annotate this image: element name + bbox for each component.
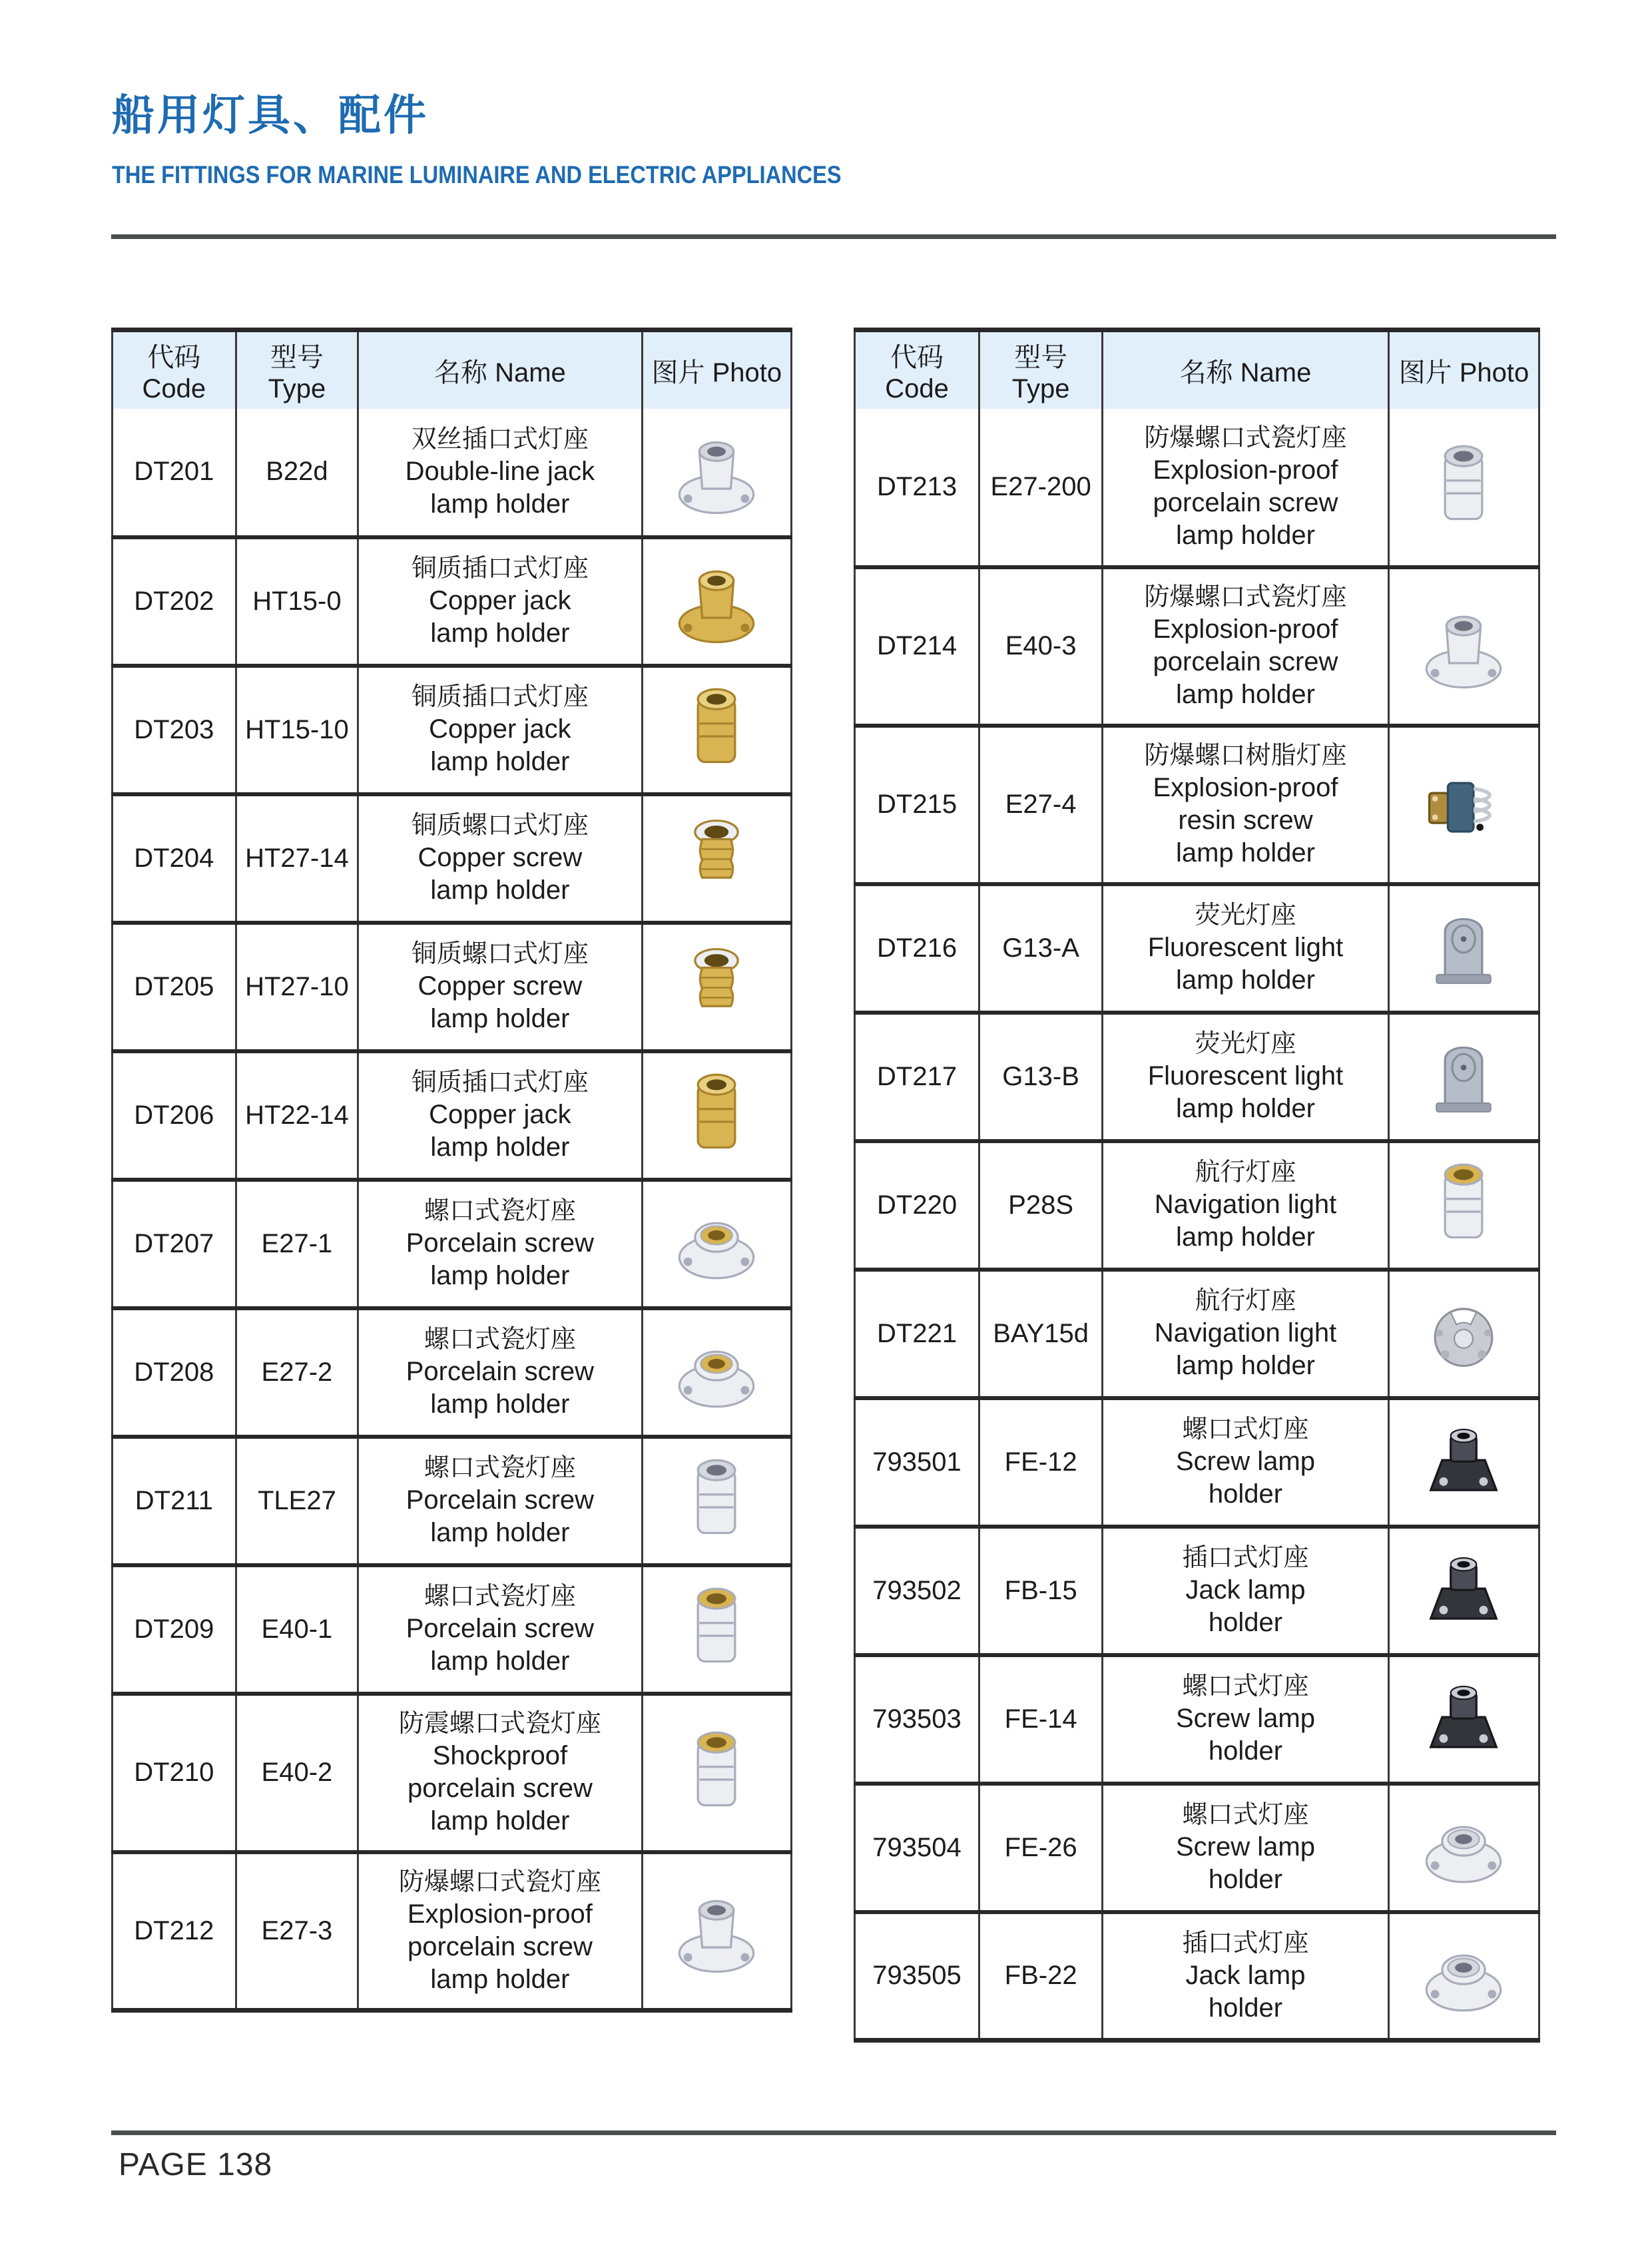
photo-cell <box>642 1180 791 1308</box>
product-photo-icon <box>667 548 766 648</box>
name-cell <box>1103 1784 1389 1912</box>
type-cell: HT27-10 <box>236 923 358 1051</box>
name-chinese: 螺口式瓷灯座 <box>423 1326 576 1354</box>
name-english: Navigation light lamp holder <box>1154 1190 1337 1252</box>
name-english: Porcelain screw lamp holder <box>406 1485 595 1547</box>
photo-cell <box>642 1852 791 2011</box>
name-cell <box>1103 1655 1389 1784</box>
code-cell: 793505 <box>855 1912 979 2041</box>
photo-cell <box>642 1308 791 1437</box>
photo-cell <box>1388 1141 1539 1270</box>
name-chinese: 螺口式灯座 <box>1182 1415 1309 1443</box>
photo-cell <box>1388 884 1539 1013</box>
name-chinese: 铜质插口式灯座 <box>411 1069 589 1097</box>
photo-cell <box>642 794 791 923</box>
product-photo-icon <box>1414 1537 1514 1637</box>
code-cell: DT207 <box>113 1180 236 1308</box>
name-cell <box>1103 409 1389 567</box>
photo-cell <box>1388 1527 1539 1655</box>
name-chinese: 铜质插口式灯座 <box>411 555 589 583</box>
name-chinese: 螺口式灯座 <box>1182 1672 1309 1700</box>
code-cell: DT201 <box>113 409 236 537</box>
column-header-code: 代码 Code <box>855 330 979 409</box>
name-english: Screw lamp holder <box>1176 1447 1315 1509</box>
name-cell <box>358 923 642 1051</box>
table-row <box>855 1398 1539 1527</box>
type-cell: P28S <box>979 1141 1103 1270</box>
name-english: Explosion-proof resin screw lamp holder <box>1153 773 1338 868</box>
photo-cell <box>1388 409 1539 567</box>
name-chinese: 双丝插口式灯座 <box>411 425 589 453</box>
column-header-photo: 图片 Photo <box>642 330 791 409</box>
type-cell: TLE27 <box>236 1437 358 1565</box>
name-cell <box>358 1051 642 1180</box>
page-number: PAGE 138 <box>119 2147 273 2182</box>
name-chinese: 防爆螺口式瓷灯座 <box>1144 583 1347 611</box>
name-chinese: 防震螺口式瓷灯座 <box>398 1710 601 1738</box>
table-row <box>855 884 1539 1013</box>
column-header-photo: 图片 Photo <box>1388 330 1539 409</box>
code-cell: DT206 <box>113 1051 236 1180</box>
photo-cell <box>1388 1398 1539 1527</box>
product-photo-icon <box>667 419 766 519</box>
name-chinese: 防爆螺口式瓷灯座 <box>1144 423 1347 452</box>
name-english: Porcelain screw lamp holder <box>406 1228 595 1290</box>
name-cell <box>1103 1398 1389 1527</box>
name-english: Copper screw lamp holder <box>417 843 583 905</box>
product-photo-icon <box>667 805 766 905</box>
type-cell: E40-1 <box>236 1565 358 1694</box>
name-chinese: 铜质螺口式灯座 <box>411 812 589 840</box>
name-cell <box>358 666 642 794</box>
table-row <box>113 409 792 537</box>
type-cell: HT15-10 <box>236 666 358 794</box>
name-cell <box>1103 726 1389 884</box>
code-cell: DT205 <box>113 923 236 1051</box>
name-english: Copper jack lamp holder <box>429 586 571 648</box>
table-row <box>855 1912 1539 2041</box>
type-cell: G13-A <box>979 884 1103 1013</box>
name-english: Explosion-proof porcelain screw lamp holder <box>407 1899 593 1994</box>
photo-cell <box>1388 1270 1539 1398</box>
photo-cell <box>1388 1655 1539 1784</box>
name-chinese: 螺口式灯座 <box>1182 1801 1309 1829</box>
table-row <box>855 1527 1539 1655</box>
name-chinese: 航行灯座 <box>1195 1158 1296 1186</box>
name-cell <box>358 409 642 537</box>
name-english: Screw lamp holder <box>1176 1704 1315 1766</box>
table-row <box>113 1180 792 1308</box>
type-cell: E40-2 <box>236 1694 358 1852</box>
table-row <box>113 1565 792 1694</box>
name-english: Copper jack lamp holder <box>429 1100 571 1162</box>
photo-cell <box>1388 567 1539 726</box>
product-photo-icon <box>1414 752 1514 852</box>
product-table-left <box>111 328 792 2013</box>
name-chinese: 防爆螺口式瓷灯座 <box>398 1868 601 1896</box>
name-english: Explosion-proof porcelain screw lamp holder <box>1153 455 1338 550</box>
name-english: Porcelain screw lamp holder <box>406 1614 595 1676</box>
product-photo-icon <box>667 1319 766 1419</box>
product-photo-icon <box>667 1877 766 1977</box>
table-row <box>855 1013 1539 1141</box>
name-chinese: 荧光灯座 <box>1195 901 1296 929</box>
photo-cell <box>642 1565 791 1694</box>
table-row <box>113 666 792 794</box>
table-row <box>113 923 792 1051</box>
code-cell: DT215 <box>855 726 979 884</box>
column-header-type: 型号 Type <box>236 330 358 409</box>
name-chinese: 荧光灯座 <box>1195 1030 1296 1058</box>
name-cell <box>358 537 642 666</box>
type-cell: E27-200 <box>979 409 1103 567</box>
product-table-right <box>854 328 1540 2043</box>
name-cell <box>358 1852 642 2011</box>
type-cell: E40-3 <box>979 567 1103 726</box>
name-chinese: 铜质螺口式灯座 <box>411 940 589 968</box>
type-cell: BAY15d <box>979 1270 1103 1398</box>
code-cell: 793504 <box>855 1784 979 1912</box>
name-cell <box>358 794 642 923</box>
name-cell <box>1103 1527 1389 1655</box>
code-cell: DT203 <box>113 666 236 794</box>
name-cell <box>1103 567 1389 726</box>
type-cell: HT27-14 <box>236 794 358 923</box>
product-photo-icon <box>667 676 766 776</box>
product-photo-icon <box>667 933 766 1033</box>
photo-cell <box>642 1694 791 1852</box>
product-photo-icon <box>667 1062 766 1162</box>
table-row <box>113 1308 792 1437</box>
product-photo-icon <box>667 1190 766 1290</box>
code-cell: DT208 <box>113 1308 236 1437</box>
name-cell <box>1103 884 1389 1013</box>
name-english: Fluorescent light lamp holder <box>1147 933 1344 995</box>
type-cell: E27-3 <box>236 1852 358 2011</box>
table-row <box>113 1852 792 2011</box>
product-photo-icon <box>1414 1152 1514 1252</box>
name-cell <box>1103 1013 1389 1141</box>
type-cell: E27-2 <box>236 1308 358 1437</box>
product-photo-icon <box>667 1720 766 1820</box>
table-row <box>855 1270 1539 1398</box>
code-cell: DT202 <box>113 537 236 666</box>
photo-cell <box>642 1437 791 1565</box>
table-row <box>855 1784 1539 1912</box>
page-subtitle: THE FITTINGS FOR MARINE LUMINAIRE AND ELECTRIC APPLIANCES <box>112 161 842 188</box>
column-header-code: 代码 Code <box>113 330 236 409</box>
name-cell <box>1103 1912 1389 2041</box>
product-photo-icon <box>1414 1409 1514 1509</box>
code-cell: DT214 <box>855 567 979 726</box>
code-cell: DT213 <box>855 409 979 567</box>
table-row <box>113 537 792 666</box>
code-cell: DT212 <box>113 1852 236 2011</box>
code-cell: DT221 <box>855 1270 979 1398</box>
name-english: Jack lamp holder <box>1185 1575 1306 1637</box>
table-row <box>855 726 1539 884</box>
code-cell: DT210 <box>113 1694 236 1852</box>
type-cell: FB-22 <box>979 1912 1103 2041</box>
table-row <box>113 1694 792 1852</box>
product-photo-icon <box>1414 895 1514 995</box>
column-header-name: 名称 Name <box>1103 330 1389 409</box>
table-header-row <box>855 330 1539 409</box>
type-cell: B22d <box>236 409 358 537</box>
photo-cell <box>642 409 791 537</box>
header-divider <box>111 234 1556 239</box>
name-english: Screw lamp holder <box>1176 1832 1315 1894</box>
name-cell <box>358 1437 642 1565</box>
photo-cell <box>642 666 791 794</box>
code-cell: 793501 <box>855 1398 979 1527</box>
name-cell <box>358 1694 642 1852</box>
name-english: Explosion-proof porcelain screw lamp holder <box>1153 615 1338 709</box>
table-row <box>855 567 1539 726</box>
name-english: Copper screw lamp holder <box>417 971 583 1033</box>
table-row <box>113 794 792 923</box>
footer-divider <box>111 2130 1556 2135</box>
name-chinese: 螺口式瓷灯座 <box>423 1454 576 1482</box>
name-cell <box>358 1308 642 1437</box>
name-chinese: 插口式灯座 <box>1182 1544 1309 1572</box>
name-english: Fluorescent light lamp holder <box>1147 1061 1344 1123</box>
photo-cell <box>1388 1912 1539 2041</box>
product-photo-icon <box>1414 433 1514 533</box>
type-cell: E27-1 <box>236 1180 358 1308</box>
product-photo-icon <box>667 1447 766 1547</box>
name-chinese: 铜质插口式灯座 <box>411 683 589 711</box>
type-cell: HT22-14 <box>236 1051 358 1180</box>
page-title: 船用灯具、配件 <box>112 91 429 139</box>
photo-cell <box>1388 726 1539 884</box>
name-english: Shockproof porcelain screw lamp holder <box>407 1741 593 1836</box>
table-row <box>855 1655 1539 1784</box>
product-photo-icon <box>1414 593 1514 693</box>
name-english: Jack lamp holder <box>1185 1960 1306 2023</box>
code-cell: DT204 <box>113 794 236 923</box>
name-english: Porcelain screw lamp holder <box>406 1357 595 1419</box>
product-photo-icon <box>1414 1666 1514 1766</box>
table-row <box>855 1141 1539 1270</box>
name-chinese: 插口式灯座 <box>1182 1929 1309 1957</box>
name-cell <box>358 1565 642 1694</box>
table-header-row <box>113 330 792 409</box>
product-photo-icon <box>1414 1794 1514 1894</box>
table-row <box>113 1051 792 1180</box>
photo-cell <box>642 537 791 666</box>
code-cell: DT216 <box>855 884 979 1013</box>
photo-cell <box>1388 1013 1539 1141</box>
code-cell: DT209 <box>113 1565 236 1694</box>
product-photo-icon <box>1414 1280 1514 1380</box>
code-cell: DT220 <box>855 1141 979 1270</box>
type-cell: FE-14 <box>979 1655 1103 1784</box>
table-row <box>113 1437 792 1565</box>
type-cell: FE-12 <box>979 1398 1103 1527</box>
name-cell <box>358 1180 642 1308</box>
type-cell: HT15-0 <box>236 537 358 666</box>
photo-cell <box>1388 1784 1539 1912</box>
type-cell: FB-15 <box>979 1527 1103 1655</box>
name-chinese: 螺口式瓷灯座 <box>423 1197 576 1225</box>
name-cell <box>1103 1141 1389 1270</box>
name-chinese: 防爆螺口树脂灯座 <box>1144 742 1347 770</box>
name-english: Double-line jack lamp holder <box>405 456 595 519</box>
code-cell: DT211 <box>113 1437 236 1565</box>
name-chinese: 航行灯座 <box>1195 1287 1296 1315</box>
table-row <box>855 409 1539 567</box>
type-cell: G13-B <box>979 1013 1103 1141</box>
product-photo-icon <box>1414 1923 1514 2023</box>
photo-cell <box>642 1051 791 1180</box>
name-chinese: 螺口式瓷灯座 <box>423 1583 576 1611</box>
code-cell: 793502 <box>855 1527 979 1655</box>
type-cell: E27-4 <box>979 726 1103 884</box>
name-english: Copper jack lamp holder <box>429 714 571 776</box>
code-cell: DT217 <box>855 1013 979 1141</box>
name-english: Navigation light lamp holder <box>1154 1318 1337 1380</box>
column-header-type: 型号 Type <box>979 330 1103 409</box>
product-photo-icon <box>667 1576 766 1676</box>
product-photo-icon <box>1414 1023 1514 1123</box>
name-cell <box>1103 1270 1389 1398</box>
type-cell: FE-26 <box>979 1784 1103 1912</box>
photo-cell <box>642 923 791 1051</box>
code-cell: 793503 <box>855 1655 979 1784</box>
column-header-name: 名称 Name <box>358 330 642 409</box>
